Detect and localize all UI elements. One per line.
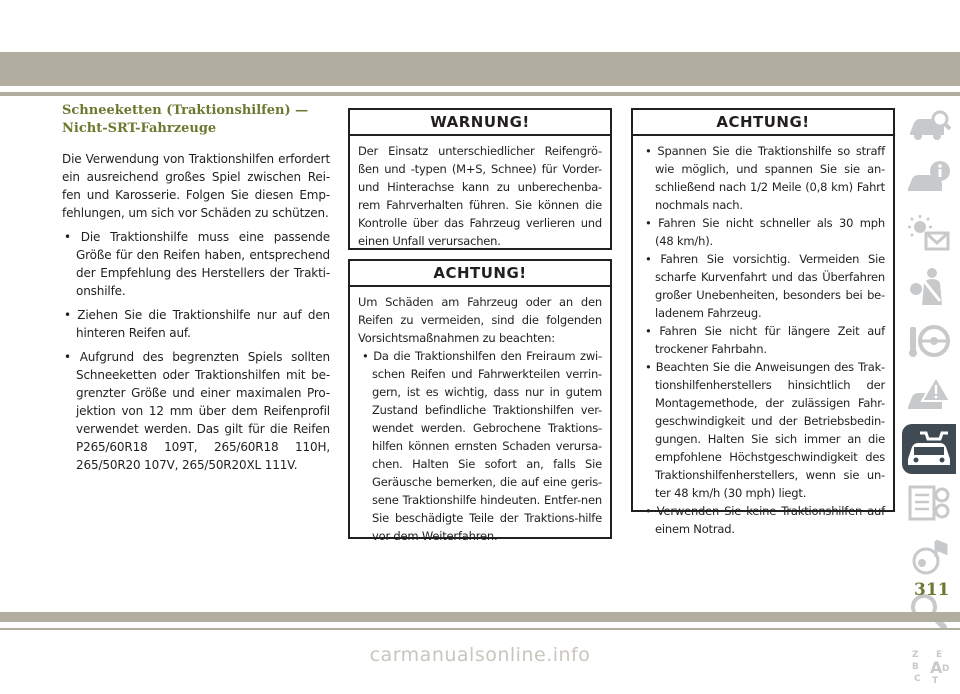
watermark: carmanualsonline.info — [369, 644, 591, 666]
caution-heading: ACHTUNG! — [350, 261, 610, 287]
hazard-car-icon — [906, 375, 952, 415]
bottom-decor-band — [0, 612, 960, 622]
svg-text:C: C — [914, 674, 921, 684]
tab-chapter-1[interactable] — [902, 100, 956, 150]
svg-text:D: D — [942, 664, 950, 674]
tab-chapter-9[interactable] — [902, 532, 956, 582]
section-title-line2: Nicht-SRT-Fahrzeuge — [62, 121, 217, 136]
top-decor-line — [0, 92, 960, 96]
warning-heading: WARNUNG! — [350, 110, 610, 136]
steering-key-icon — [906, 321, 952, 361]
caution-box — [631, 108, 895, 536]
warning-text: Der Einsatz unterschiedlicher Reifengrö-ßen und -typen (M+S, Schnee) für Vorder- und Hinterachse kann zu unberechenba-rem Fahrverhalten führen. Sie können die Kontrolle über das Fahrzeug verlieren und einen Unfall verursachen. — [358, 144, 602, 248]
multimedia-icon — [906, 537, 952, 577]
page-number: 311 — [914, 580, 950, 600]
caution-bullet-item: • Fahren Sie nicht schneller als 30 mph (48 km/h). — [641, 214, 885, 250]
bullet-item: • Aufgrund des begrenzten Spiels sollten Schneeketten oder Traktionshilfen mit be-grenzter Größe und einer maximalen Pro-jektion von 12 mm über dem Reifenprofil verwendet werden. Das gilt für die Reifen P265/60R18 109T, 265/60R18 110H, 265/50R20 107V, 265/50R20XL 111V. — [62, 348, 330, 474]
section-title — [62, 102, 330, 138]
maintenance-list-icon — [906, 483, 952, 523]
tab-chapter-3[interactable] — [902, 208, 956, 258]
tab-chapter-8[interactable] — [902, 478, 956, 528]
caution-heading: ACHTUNG! — [633, 110, 893, 136]
tab-chapter-6[interactable] — [902, 370, 956, 420]
caution-bullet-list — [633, 136, 893, 546]
main-column — [62, 102, 330, 474]
car-magnifier-icon — [906, 105, 952, 145]
svg-text:T: T — [932, 676, 939, 686]
caution-bullet-item: • Beachten Sie die Anweisungen des Trak-tionshilfenherstellers hinsichtlich der Montagemethode, der zulässigen Fahr-geschwindigkeit und der Betriebsbedin-gungen. Halten Sie sich immer an die empfohlene Höchstgeschwindigkeit des Traktionshilfenherstellers, wenn sie un-ter 48 km/h (30 mph) liegt. — [641, 358, 885, 502]
caution-bullet-item: • Verwenden Sie keine Traktionshilfen auf einem Notrad. — [641, 502, 885, 538]
chapter-tabs — [898, 100, 960, 694]
svg-text:B: B — [912, 662, 919, 672]
svg-text:Z: Z — [912, 650, 919, 660]
caution-bullet-item: • Fahren Sie vorsichtig. Vermeiden Sie scharfe Kurvenfahrt und das Überfahren großer Unebenheiten, besonders bei be-ladenem Fahrzeug. — [641, 250, 885, 322]
caution-bullet-list — [350, 347, 610, 553]
caution-bullet-item: • Spannen Sie die Traktionshilfe so straff wie möglich, und spannen Sie sie an-schließend nach 1/2 Meile (0,8 km) Fahrt nochmals nach. — [641, 142, 885, 214]
seatbelt-airbag-icon — [906, 267, 952, 307]
caution-box — [348, 259, 612, 543]
section-bullet-list — [62, 228, 330, 474]
tab-chapter-5[interactable] — [902, 316, 956, 366]
warning-lights-icon — [906, 213, 952, 253]
tab-chapter-7-active[interactable] — [902, 424, 956, 474]
warning-box — [348, 108, 612, 250]
tab-chapter-4[interactable] — [902, 262, 956, 312]
tab-chapter-2[interactable] — [902, 154, 956, 204]
bullet-item: • Die Traktionshilfe muss eine passende Größe für den Reifen haben, entsprechend der Empfehlung des Herstellers der Trakti-onshilfe. — [62, 228, 330, 300]
caution-intro: Um Schäden am Fahrzeug oder an den Reifen zu vermeiden, sind die folgenden Vorsichtsmaßnahmen zu beachten: — [358, 295, 602, 345]
caution-bullet-item: • Da die Traktionshilfen den Freiraum zwi-schen Reifen und Fahrwerkteilen verrin-gern, ist es wichtig, dass nur in gutem Zustand befindliche Traktionshilfen ver-wendet werden. Gebrochene Traktions-hilfen können ernsten Schaden verursa-chen. Halten Sie sofort an, falls Sie Geräusche bemerken, die auf eine geris-sene Traktionshilfe hindeuten. Entfer-nen Sie beschädigte Teile der Traktions-hilfe vor dem Weiterfahren. — [358, 347, 602, 545]
car-wrench-icon — [906, 429, 952, 469]
svg-text:E: E — [936, 650, 943, 660]
caution-bullet-item: • Fahren Sie nicht für längere Zeit auf trockener Fahrbahn. — [641, 322, 885, 358]
section-title-line1: Schneeketten (Traktionshilfen) — — [62, 103, 309, 118]
bottom-decor-line — [0, 628, 960, 630]
intro-paragraph: Die Verwendung von Traktionshilfen erfordert ein ausreichend großes Spiel zwischen Rei-fen und Karosserie. Folgen Sie diesen Emp-fehlungen, um sich vor Schäden zu schützen. — [62, 152, 330, 220]
bullet-item: • Ziehen Sie die Traktionshilfe nur auf den hinteren Reifen auf. — [62, 306, 330, 342]
car-info-icon — [906, 159, 952, 199]
svg-text:A: A — [930, 658, 943, 677]
top-decor-band — [0, 52, 960, 86]
